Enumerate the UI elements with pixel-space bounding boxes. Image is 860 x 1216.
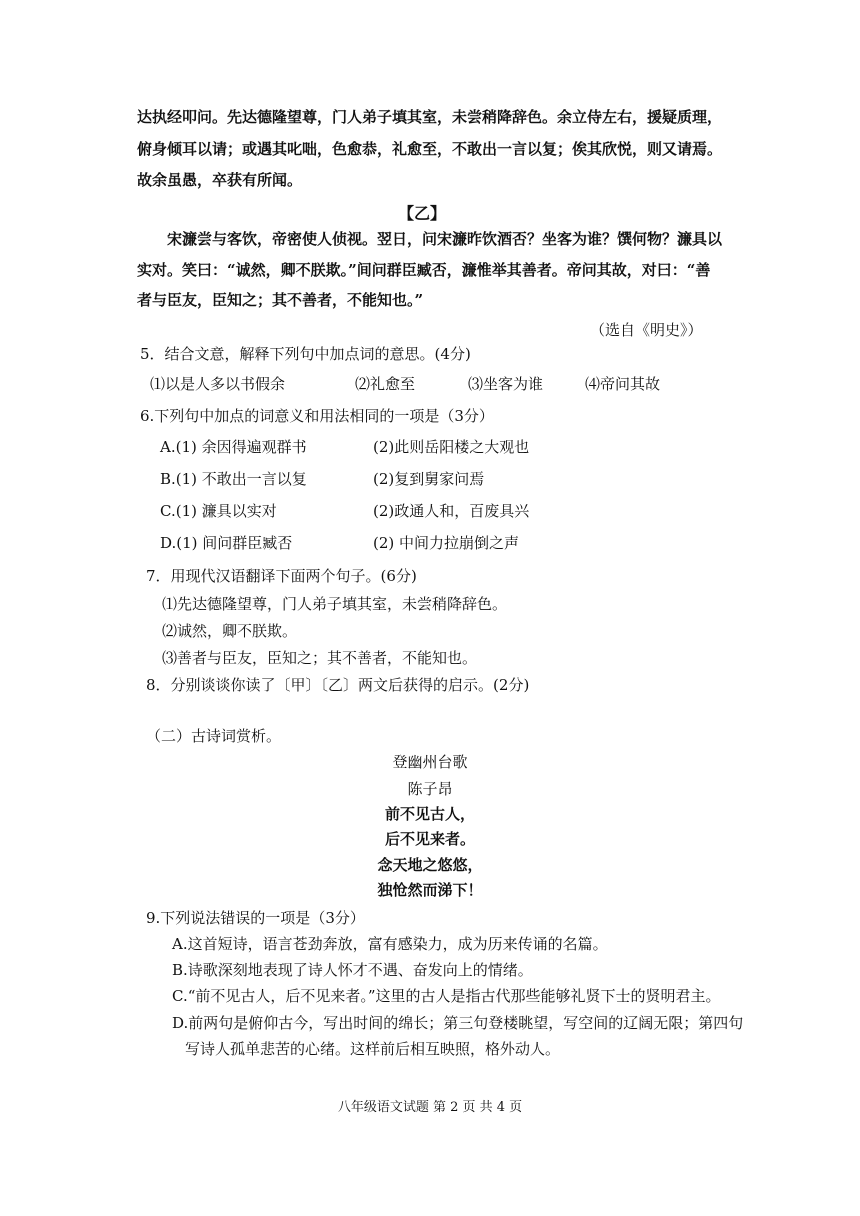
q9-option-b: B.诗歌深刻地表现了诗人怀才不遇、奋发向上的情绪。 — [172, 961, 533, 979]
q6-option-b-1: B.(1) 不敢出一言以复 — [160, 470, 307, 488]
passage-yi-line-2: 实对。笑曰：“诚然，卿不朕欺。”间问群臣臧否，濂惟举其善者。帝问其故，对曰：“善 — [137, 261, 711, 279]
passage-jia-line-1: 达执经叩问。先达德隆望尊，门人弟子填其室，未尝稍降辞色。余立侍左右，援疑质理， — [137, 108, 723, 126]
passage-jia-line-2: 俯身倾耳以请；或遇其叱咄，色愈恭，礼愈至，不敢出一言以复；俟其欣悦，则又请焉。 — [137, 140, 723, 158]
passage-yi-heading: 【乙】 — [398, 204, 447, 223]
section-2-heading: （二）古诗词赏析。 — [146, 727, 282, 745]
q6-option-a-1: A.(1) 余因得遍观群书 — [160, 438, 307, 456]
passage-yi-line-3: 者与臣友，臣知之；其不善者，不能知也。” — [137, 291, 424, 309]
q6-option-a-2: (2)此则岳阳楼之大观也 — [373, 438, 530, 456]
q9-option-c: C.“前不见古人，后不见来者。”这里的古人是指古代那些能够礼贤下士的贤明君主。 — [172, 987, 721, 1005]
q7-item-2: ⑵诚然，卿不朕欺。 — [162, 622, 298, 640]
q7-item-1: ⑴先达德隆望尊，门人弟子填其室，未尝稍降辞色。 — [162, 595, 508, 613]
q6-option-d-1: D.(1) 间问群臣臧否 — [160, 534, 293, 552]
q5-item-4: ⑷帝问其故 — [585, 375, 661, 393]
q6-option-c-1: C.(1) 濂具以实对 — [160, 502, 277, 520]
q7-item-3: ⑶善者与臣友，臣知之；其不善者，不能知也。 — [162, 649, 478, 667]
passage-yi-line-1: 宋濂尝与客饮，帝密使人侦视。翌日，问宋濂昨饮酒否？坐客为谁？馔何物？濂具以 — [167, 230, 723, 248]
poem-line-3: 念天地之悠悠， — [377, 856, 483, 874]
q7-stem: 7．用现代汉语翻译下面两个句子。(6分) — [146, 567, 417, 585]
poem-title: 登幽州台歌 — [392, 753, 468, 771]
q6-stem: 6.下列句中加点的词意义和用法相同的一项是（3分） — [140, 407, 494, 425]
q5-item-3: ⑶坐客为谁 — [468, 375, 544, 393]
poem-line-1: 前不见古人， — [384, 805, 475, 823]
q9-stem: 9.下列说法错误的一项是（3分） — [146, 909, 365, 927]
q9-option-d-cont: 写诗人孤单悲苦的心绪。这样前后相互映照，格外动人。 — [185, 1040, 561, 1058]
q9-option-d: D.前两句是俯仰古今，写出时间的绵长；第三句登楼眺望，写空间的辽阔无限；第四句 — [172, 1014, 744, 1032]
q6-option-c-2: (2)政通人和，百废具兴 — [373, 502, 530, 520]
poem-line-4: 独怆然而涕下！ — [377, 881, 483, 899]
passage-jia-line-3: 故余虽愚，卒获有所闻。 — [137, 171, 303, 189]
q5-item-1: ⑴以是人多以书假余 — [150, 375, 286, 393]
q5-stem: 5．结合文意，解释下列句中加点词的意思。(4分) — [140, 345, 471, 363]
q9-option-a: A.这首短诗，语言苍劲奔放，富有感染力，成为历来传诵的名篇。 — [172, 935, 608, 953]
page-footer: 八年级语文试题 第 2 页 共 4 页 — [337, 1100, 523, 1115]
poem-author: 陈子昂 — [407, 780, 453, 798]
q8-stem: 8．分别谈谈你读了〔甲〕〔乙〕两文后获得的启示。(2分) — [146, 676, 530, 694]
q6-option-d-2: (2) 中间力拉崩倒之声 — [373, 534, 520, 552]
q5-item-2: ⑵礼愈至 — [355, 375, 416, 393]
passage-yi-source: （选自《明史》） — [590, 321, 703, 339]
poem-line-2: 后不见来者。 — [384, 830, 475, 848]
q6-option-b-2: (2)复到舅家问焉 — [373, 470, 485, 488]
